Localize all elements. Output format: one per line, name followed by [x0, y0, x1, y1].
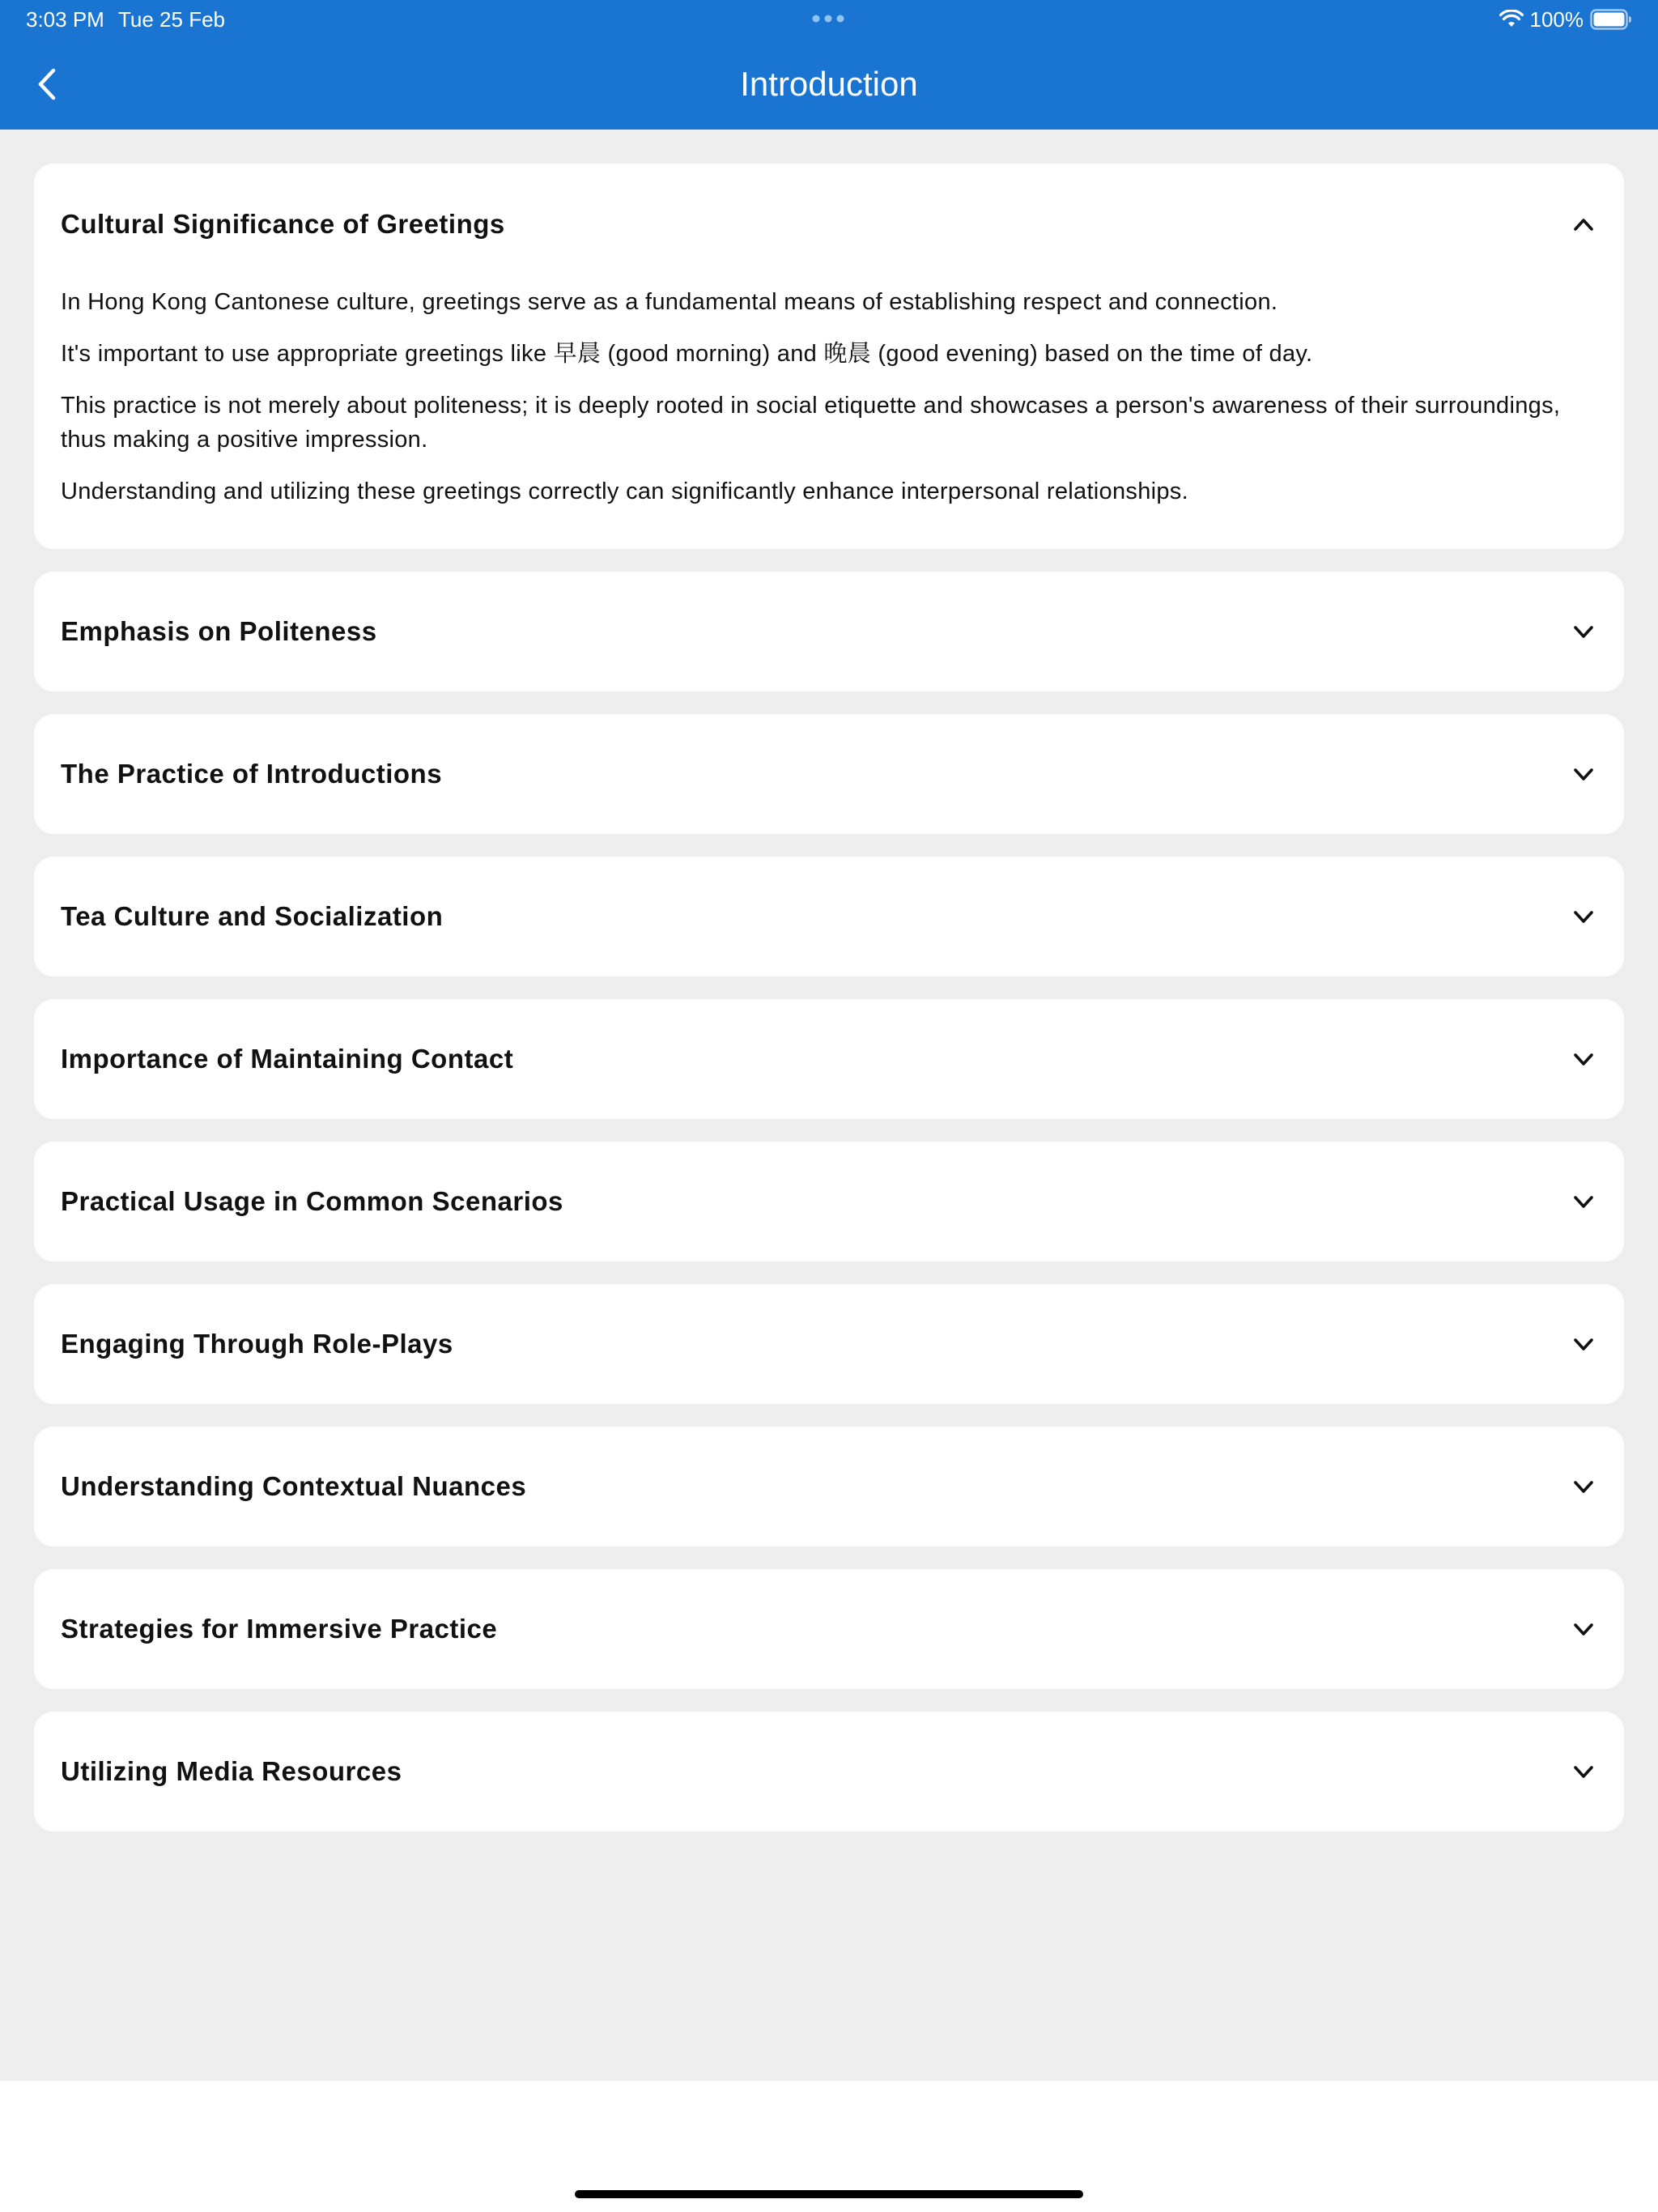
- section-header[interactable]: [34, 857, 1624, 976]
- section-header[interactable]: [34, 572, 1624, 691]
- section-engaging-through-role-plays: [34, 1284, 1624, 1404]
- chevron-down-icon: [1569, 1757, 1598, 1786]
- chevron-down-icon: [1569, 1614, 1598, 1644]
- chevron-down-icon: [1569, 1044, 1598, 1074]
- section-paragraph: In Hong Kong Cantonese culture, greetings serve as a fundamental means of establishing respect and connection.: [61, 289, 1278, 315]
- section-header[interactable]: [34, 1427, 1624, 1546]
- section-header[interactable]: [34, 1142, 1624, 1261]
- chevron-down-icon: [1569, 1329, 1598, 1359]
- content-area: [0, 130, 1658, 2081]
- section-header[interactable]: [34, 999, 1624, 1119]
- section-title: Practical Usage in Common Scenarios: [61, 1186, 563, 1216]
- section-importance-of-maintaining-contact: [34, 999, 1624, 1119]
- section-emphasis-on-politeness: [34, 572, 1624, 691]
- section-title: Understanding Contextual Nuances: [61, 1471, 527, 1501]
- sections-accordion: [34, 164, 1624, 1854]
- section-understanding-contextual-nuances: [34, 1427, 1624, 1546]
- status-date: Tue 25 Feb: [118, 7, 226, 32]
- chevron-down-icon: [1569, 902, 1598, 931]
- section-title: Tea Culture and Socialization: [61, 901, 444, 931]
- home-indicator[interactable]: [575, 2190, 1083, 2198]
- section-header[interactable]: [34, 164, 1624, 285]
- section-tea-culture-and-socialization: [34, 857, 1624, 976]
- chevron-up-icon: [1569, 210, 1598, 239]
- app-header: [0, 0, 1658, 130]
- section-title: Utilizing Media Resources: [61, 1756, 402, 1786]
- section-the-practice-of-introductions: [34, 714, 1624, 834]
- status-time: 3:03 PM: [26, 7, 104, 32]
- chevron-down-icon: [1569, 759, 1598, 789]
- battery-icon: [1590, 9, 1632, 30]
- section-title: The Practice of Introductions: [61, 759, 443, 789]
- section-header[interactable]: [34, 1569, 1624, 1689]
- section-cultural-significance-of-greetings: [34, 164, 1624, 549]
- wifi-icon: [1499, 10, 1524, 29]
- section-utilizing-media-resources: [34, 1712, 1624, 1831]
- section-header[interactable]: [34, 1712, 1624, 1831]
- section-header[interactable]: [34, 714, 1624, 834]
- section-practical-usage-in-common-scenarios: [34, 1142, 1624, 1261]
- page-title: Introduction: [740, 65, 918, 103]
- section-paragraph: It's important to use appropriate greetings like 早晨 (good morning) and 晚晨 (good evening) based on the time of day.: [61, 341, 1313, 367]
- section-paragraph: This practice is not merely about politeness; it is deeply rooted in social etiquette and showcases a person's awareness of their surroundings, thus making a positive impression.: [61, 393, 1561, 453]
- section-title: Cultural Significance of Greetings: [61, 209, 505, 239]
- status-indicators: [1499, 5, 1633, 34]
- multitasking-dots-icon[interactable]: [812, 15, 844, 23]
- section-header[interactable]: [34, 1284, 1624, 1404]
- chevron-down-icon: [1569, 1472, 1598, 1501]
- battery-percentage: 100%: [1529, 7, 1584, 32]
- chevron-down-icon: [1569, 1187, 1598, 1216]
- section-strategies-for-immersive-practice: [34, 1569, 1624, 1689]
- section-title: Engaging Through Role-Plays: [61, 1329, 453, 1359]
- section-paragraph: Understanding and utilizing these greetings correctly can significantly enhance interpersonal relationships.: [61, 479, 1188, 504]
- chevron-down-icon: [1569, 617, 1598, 646]
- section-title: Importance of Maintaining Contact: [61, 1044, 514, 1074]
- section-title: Emphasis on Politeness: [61, 616, 377, 646]
- section-title: Strategies for Immersive Practice: [61, 1614, 498, 1644]
- section-body: [34, 285, 1624, 549]
